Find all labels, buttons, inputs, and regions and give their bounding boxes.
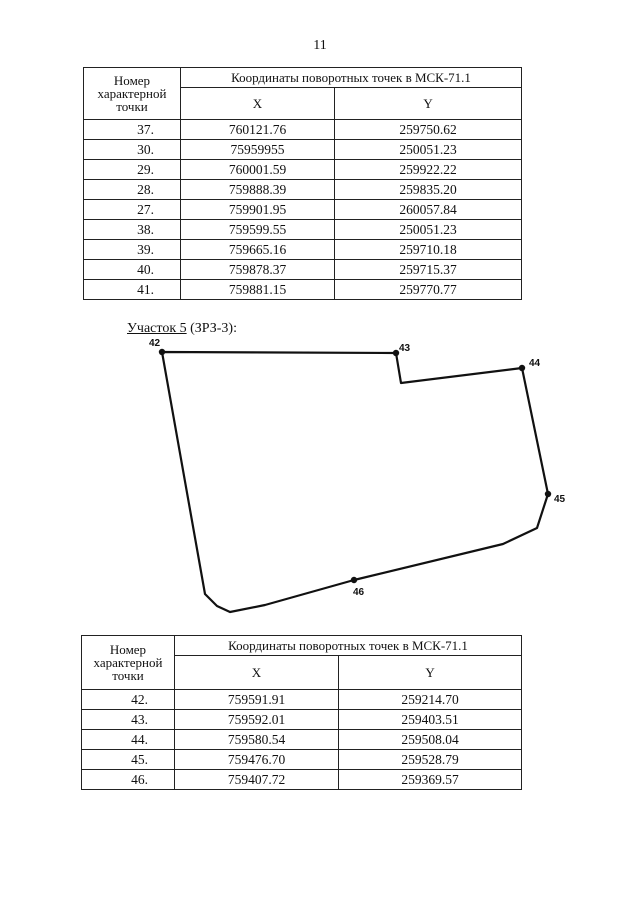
page-number: 11 (313, 38, 327, 53)
point-number-cell: 44. (82, 730, 175, 750)
point-number-cell: 45. (82, 750, 175, 770)
table-row (82, 750, 522, 770)
table-row (82, 770, 522, 790)
y-coordinate-cell: 259403.51 (339, 710, 522, 730)
header-y: Y (339, 656, 522, 690)
point-number-cell: 39. (84, 240, 181, 260)
point-number-cell: 42. (82, 690, 175, 710)
point-number-cell: 38. (84, 220, 181, 240)
table-row (82, 730, 522, 750)
header-coordinates: Координаты поворотных точек в МСК-71.1 (181, 68, 522, 88)
point-44-label: 44 (529, 358, 541, 369)
point-43-label: 43 (399, 343, 411, 354)
x-coordinate-cell: 759665.16 (181, 240, 335, 260)
site-boundary (162, 352, 548, 612)
x-coordinate-cell: 759599.55 (181, 220, 335, 240)
point-number-cell: 37. (84, 120, 181, 140)
x-coordinate-cell: 75959955 (181, 140, 335, 160)
x-coordinate-cell: 759901.95 (181, 200, 335, 220)
x-coordinate-cell: 759580.54 (175, 730, 339, 750)
header-point-number: Номер характерной точки (82, 636, 175, 690)
x-coordinate-cell: 759888.39 (181, 180, 335, 200)
x-coordinate-cell: 759881.15 (181, 280, 335, 300)
point-number-cell: 43. (82, 710, 175, 730)
point-44-marker (519, 365, 525, 371)
y-coordinate-cell: 259710.18 (335, 240, 522, 260)
point-number-cell: 29. (84, 160, 181, 180)
header-x: X (181, 88, 335, 120)
point-42-label: 42 (149, 338, 161, 349)
point-number-cell: 28. (84, 180, 181, 200)
x-coordinate-cell: 760121.76 (181, 120, 335, 140)
point-45-label: 45 (554, 494, 566, 505)
section-zone: (ЗРЗ-3): (190, 321, 237, 336)
table-row (82, 690, 522, 710)
x-coordinate-cell: 759591.91 (175, 690, 339, 710)
y-coordinate-cell: 259214.70 (339, 690, 522, 710)
y-coordinate-cell: 259715.37 (335, 260, 522, 280)
y-coordinate-cell: 259528.79 (339, 750, 522, 770)
x-coordinate-cell: 759476.70 (175, 750, 339, 770)
x-coordinate-cell: 760001.59 (181, 160, 335, 180)
y-coordinate-cell: 259750.62 (335, 120, 522, 140)
point-46-marker (351, 577, 357, 583)
header-x: X (175, 656, 339, 690)
point-42-marker (159, 349, 165, 355)
y-coordinate-cell: 259835.20 (335, 180, 522, 200)
point-45-marker (545, 491, 551, 497)
y-coordinate-cell: 259770.77 (335, 280, 522, 300)
coordinates-table-2 (81, 635, 522, 790)
y-coordinate-cell: 259369.57 (339, 770, 522, 790)
y-coordinate-cell: 259508.04 (339, 730, 522, 750)
point-number-cell: 46. (82, 770, 175, 790)
table-row (82, 710, 522, 730)
section-title: Участок 5 (127, 321, 187, 336)
x-coordinate-cell: 759592.01 (175, 710, 339, 730)
point-number-cell: 40. (84, 260, 181, 280)
y-coordinate-cell: 250051.23 (335, 140, 522, 160)
y-coordinate-cell: 260057.84 (335, 200, 522, 220)
point-number-cell: 27. (84, 200, 181, 220)
point-number-cell: 41. (84, 280, 181, 300)
header-point-number: Номер характерной точки (84, 68, 181, 120)
point-number-cell: 30. (84, 140, 181, 160)
point-46-label: 46 (353, 587, 365, 598)
header-coordinates: Координаты поворотных точек в МСК-71.1 (175, 636, 522, 656)
y-coordinate-cell: 259922.22 (335, 160, 522, 180)
header-y: Y (335, 88, 522, 120)
x-coordinate-cell: 759878.37 (181, 260, 335, 280)
x-coordinate-cell: 759407.72 (175, 770, 339, 790)
y-coordinate-cell: 250051.23 (335, 220, 522, 240)
